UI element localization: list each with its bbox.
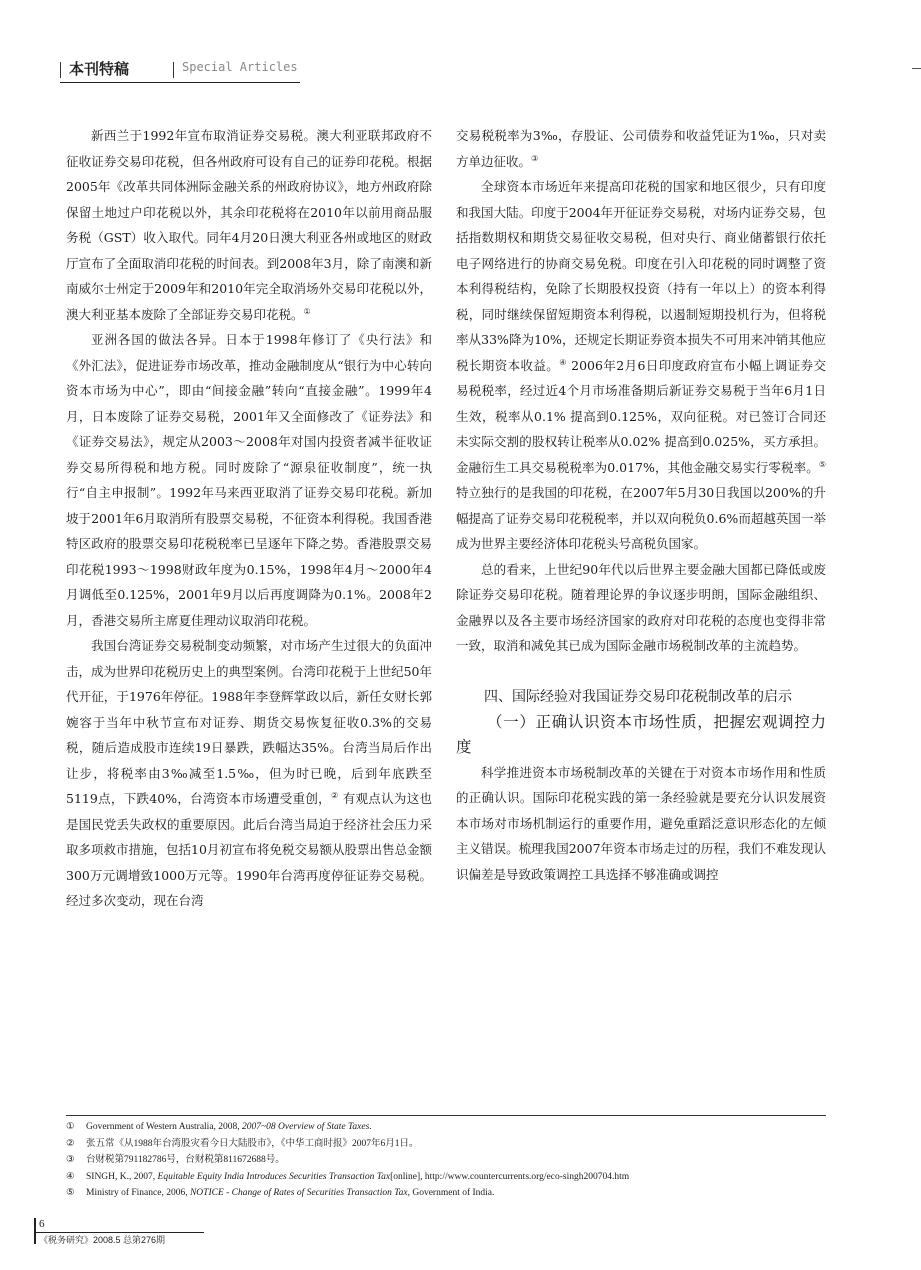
section-heading: 四、国际经验对我国证券交易印花税制改革的启示 bbox=[484, 688, 792, 705]
footnote-ref: ④ bbox=[559, 357, 567, 367]
footnote-number: ④ bbox=[66, 1171, 75, 1182]
section-title-cn: 本刊特稿 bbox=[69, 60, 130, 78]
footnote-text: [online], http://www.countercurrents.org/eco-singh200704.htm bbox=[390, 1171, 630, 1182]
footnote-ref: ① bbox=[303, 306, 311, 316]
footnote-text: Government of Western Australia, 2008, bbox=[86, 1122, 243, 1132]
footnote bbox=[66, 1119, 826, 1136]
paragraph: 科学推进资本市场税制改革的关键在于对资本市场作用和性质的正确认识。国际印花税实践的第一条经验就是要充分认识发展资本市场对市场机制运行的重要作用，避免重蹈泛意识形态化的左倾主义错误。梳理我国2007年资本市场走过的历程，我们不难发现认识偏差是导致政策调控工具选择不够准确或调控 bbox=[456, 764, 826, 882]
header-divider bbox=[173, 62, 174, 78]
footnote-title: Equitable Equity India Introduces Securities Transaction Tax bbox=[157, 1171, 391, 1182]
header-rule bbox=[60, 82, 300, 83]
footnote-text: . bbox=[369, 1122, 372, 1132]
footnote-number: ① bbox=[66, 1122, 75, 1132]
footnote bbox=[66, 1169, 826, 1186]
footnote-ref: ⑤ bbox=[818, 459, 826, 469]
footer-bar bbox=[34, 1218, 36, 1244]
subsection-heading: （一）正确认识资本市场性质，把握宏观调控力度 bbox=[456, 712, 826, 756]
footnote-text: Ministry of Finance, 2006, bbox=[86, 1188, 190, 1198]
footnote-text: , Government of India. bbox=[407, 1188, 495, 1198]
page-number: 6 bbox=[39, 1218, 45, 1230]
footnote-title: NOTICE - Change of Rates of Securities Transaction Tax bbox=[189, 1188, 408, 1198]
footnote bbox=[66, 1185, 826, 1202]
footnote-text: 台财税第791182786号，台财税第811672688号。 bbox=[86, 1155, 285, 1165]
footnote-text: SINGH, K., 2007, bbox=[86, 1171, 158, 1182]
footnote-number: ⑤ bbox=[66, 1188, 75, 1198]
footnote-title: 2007~08 Overview of State Taxes bbox=[242, 1122, 370, 1132]
header-divider bbox=[60, 62, 61, 78]
paragraph: 交易税税率为3‰，存股证、公司债券和收益凭证为1‰，只对卖方单边征收。③ bbox=[456, 128, 826, 169]
footnote bbox=[66, 1136, 826, 1153]
paragraph: 我国台湾证券交易税制变动频繁，对市场产生过很大的负面冲击，成为世界印花税历史上的典型案例。台湾印花税于上世纪50年代开征，于1976年停征。1988年李登辉掌政以后，新任女财长郭婉容于当年中秋节宣布对证券、期货交易恢复征收0.3%的交易税，随后造成股市连续19日暴跌，跌幅达35%。台湾当局后作出让步，将税率由3‰减至1.5‰，但为时已晚，后到年底跌至5119点，下跌40%，台湾资本市场遭受重创，② 有观点认为这也是国民党丢失政权的重要原因。此后台湾当局迫于经济社会压力采取多项救市措施，包括10月初宣布将免税交易额从股票出售总金额300万元调增致1000万元等。1990年台湾再度停征证券交易税。经过多次变动，现在台湾 bbox=[66, 638, 432, 908]
footnote-number: ② bbox=[66, 1138, 75, 1149]
left-column bbox=[66, 123, 432, 914]
section-title-en: Special Articles bbox=[182, 60, 298, 74]
paragraph: 总的看来，上世纪90年代以后世界主要金融大国都已降低或废除证券交易印花税。随着理论界的争议逐步明朗，国际金融组织、金融界以及各主要市场经济国家的政府对印花税的态度也变得非常一致，取消和减免其已成为国际金融市场税制改革的主流趋势。 bbox=[456, 561, 826, 653]
footnote-ref: ③ bbox=[531, 153, 539, 163]
page-footer bbox=[34, 1218, 214, 1244]
paragraph: 新西兰于1992年宣布取消证券交易税。澳大利亚联邦政府不征收证券交易印花税，但各州政府可设有自己的证券印花税。根据2005年《改革共同体洲际金融关系的州政府协议》，地方州政府除保留土地过户印花税以外，其余印花税将在2010年以前用商品服务税（GST）收入取代。同年4月20日澳大利亚各州或地区的财政厅宣布了全面取消印花税的时间表。到2008年3月，除了南澳和新南威尔士州定于2009年和2010年完全取消场外交易印花税以外，澳大利亚基本废除了全部证券交易印花税。① bbox=[66, 128, 432, 322]
footnote-ref: ② bbox=[330, 790, 339, 800]
margin-mark bbox=[912, 68, 921, 69]
paragraph: 亚洲各国的做法各异。日本于1998年修订了《央行法》和《外汇法》，促进证券市场改革，推动金融制度从“银行为中心转向资本市场为中心”，即由“间接金融”转向“直接金融”。1999年4月，日本废除了证券交易税，2001年又全面修改了《证券法》和《证券交易法》，规定从2003～2008年对国内投资者减半征收证券交易所得税和地方税。同时废除了“源泉征收制度”，统一执行“自主申报制”。1992年马来西亚取消了证券交易印花税。新加坡于2001年6月取消所有股票交易税，不征资本利得税。我国香港特区政府的股票交易印花税税率已呈逐年下降之势。香港股票交易印花税1993～1998财政年度为0.15%，1998年4月～2000年4月调低至0.125%，2001年9月以后再度调降为0.1%。2008年2月，香港交易所主席夏佳理动议取消印花税。 bbox=[66, 332, 432, 628]
right-column bbox=[456, 123, 826, 887]
footnote bbox=[66, 1152, 826, 1169]
footnote-number: ③ bbox=[66, 1155, 75, 1165]
journal-info: 《税务研究》2008.5 总第276期 bbox=[39, 1235, 166, 1245]
paragraph: 全球资本市场近年来提高印花税的国家和地区很少，只有印度和我国大陆。印度于2004年开征证券交易税，对场内证券交易，包括指数期权和期货交易征收交易税，但对央行、商业储蓄银行依托电子网络进行的协商交易免税。印度在引入印花税的同时调整了资本利得税结构，免除了长期股权投资（持有一年以上）的资本利得税，同时继续保留短期资本利得税，以遏制短期投机行为，但将税率从33%降为10%，还规定长期证券资本损失不可用来冲销其他应税长期资本收益。④ 2006年2月6日印度政府宣布小幅上调证券交易税税率，经过近4个月市场准备期后新证券交易税于当年6月1日生效，税率从0.1% 提高到0.125%，双向征税。对已签订合同还未实际交割的股权转让税率从0.02% 提高到0.025%，买方承担。金融衍生工具交易税税率为0.017%，其他金融交易实行零税率。⑤ 特立独行的是我国的印花税，在2007年5月30日我国以200%的升幅提高了证券交易印花税税率，并以双向税负0.6%而超越英国一举成为世界主要经济体印花税头号高税负国家。 bbox=[456, 179, 826, 551]
running-header bbox=[60, 56, 300, 84]
footnotes bbox=[66, 1115, 826, 1202]
footnote-text: 张五常《从1988年台湾股灾看今日大陆股市》，《中华工商时报》2007年6月1日。 bbox=[86, 1138, 419, 1149]
